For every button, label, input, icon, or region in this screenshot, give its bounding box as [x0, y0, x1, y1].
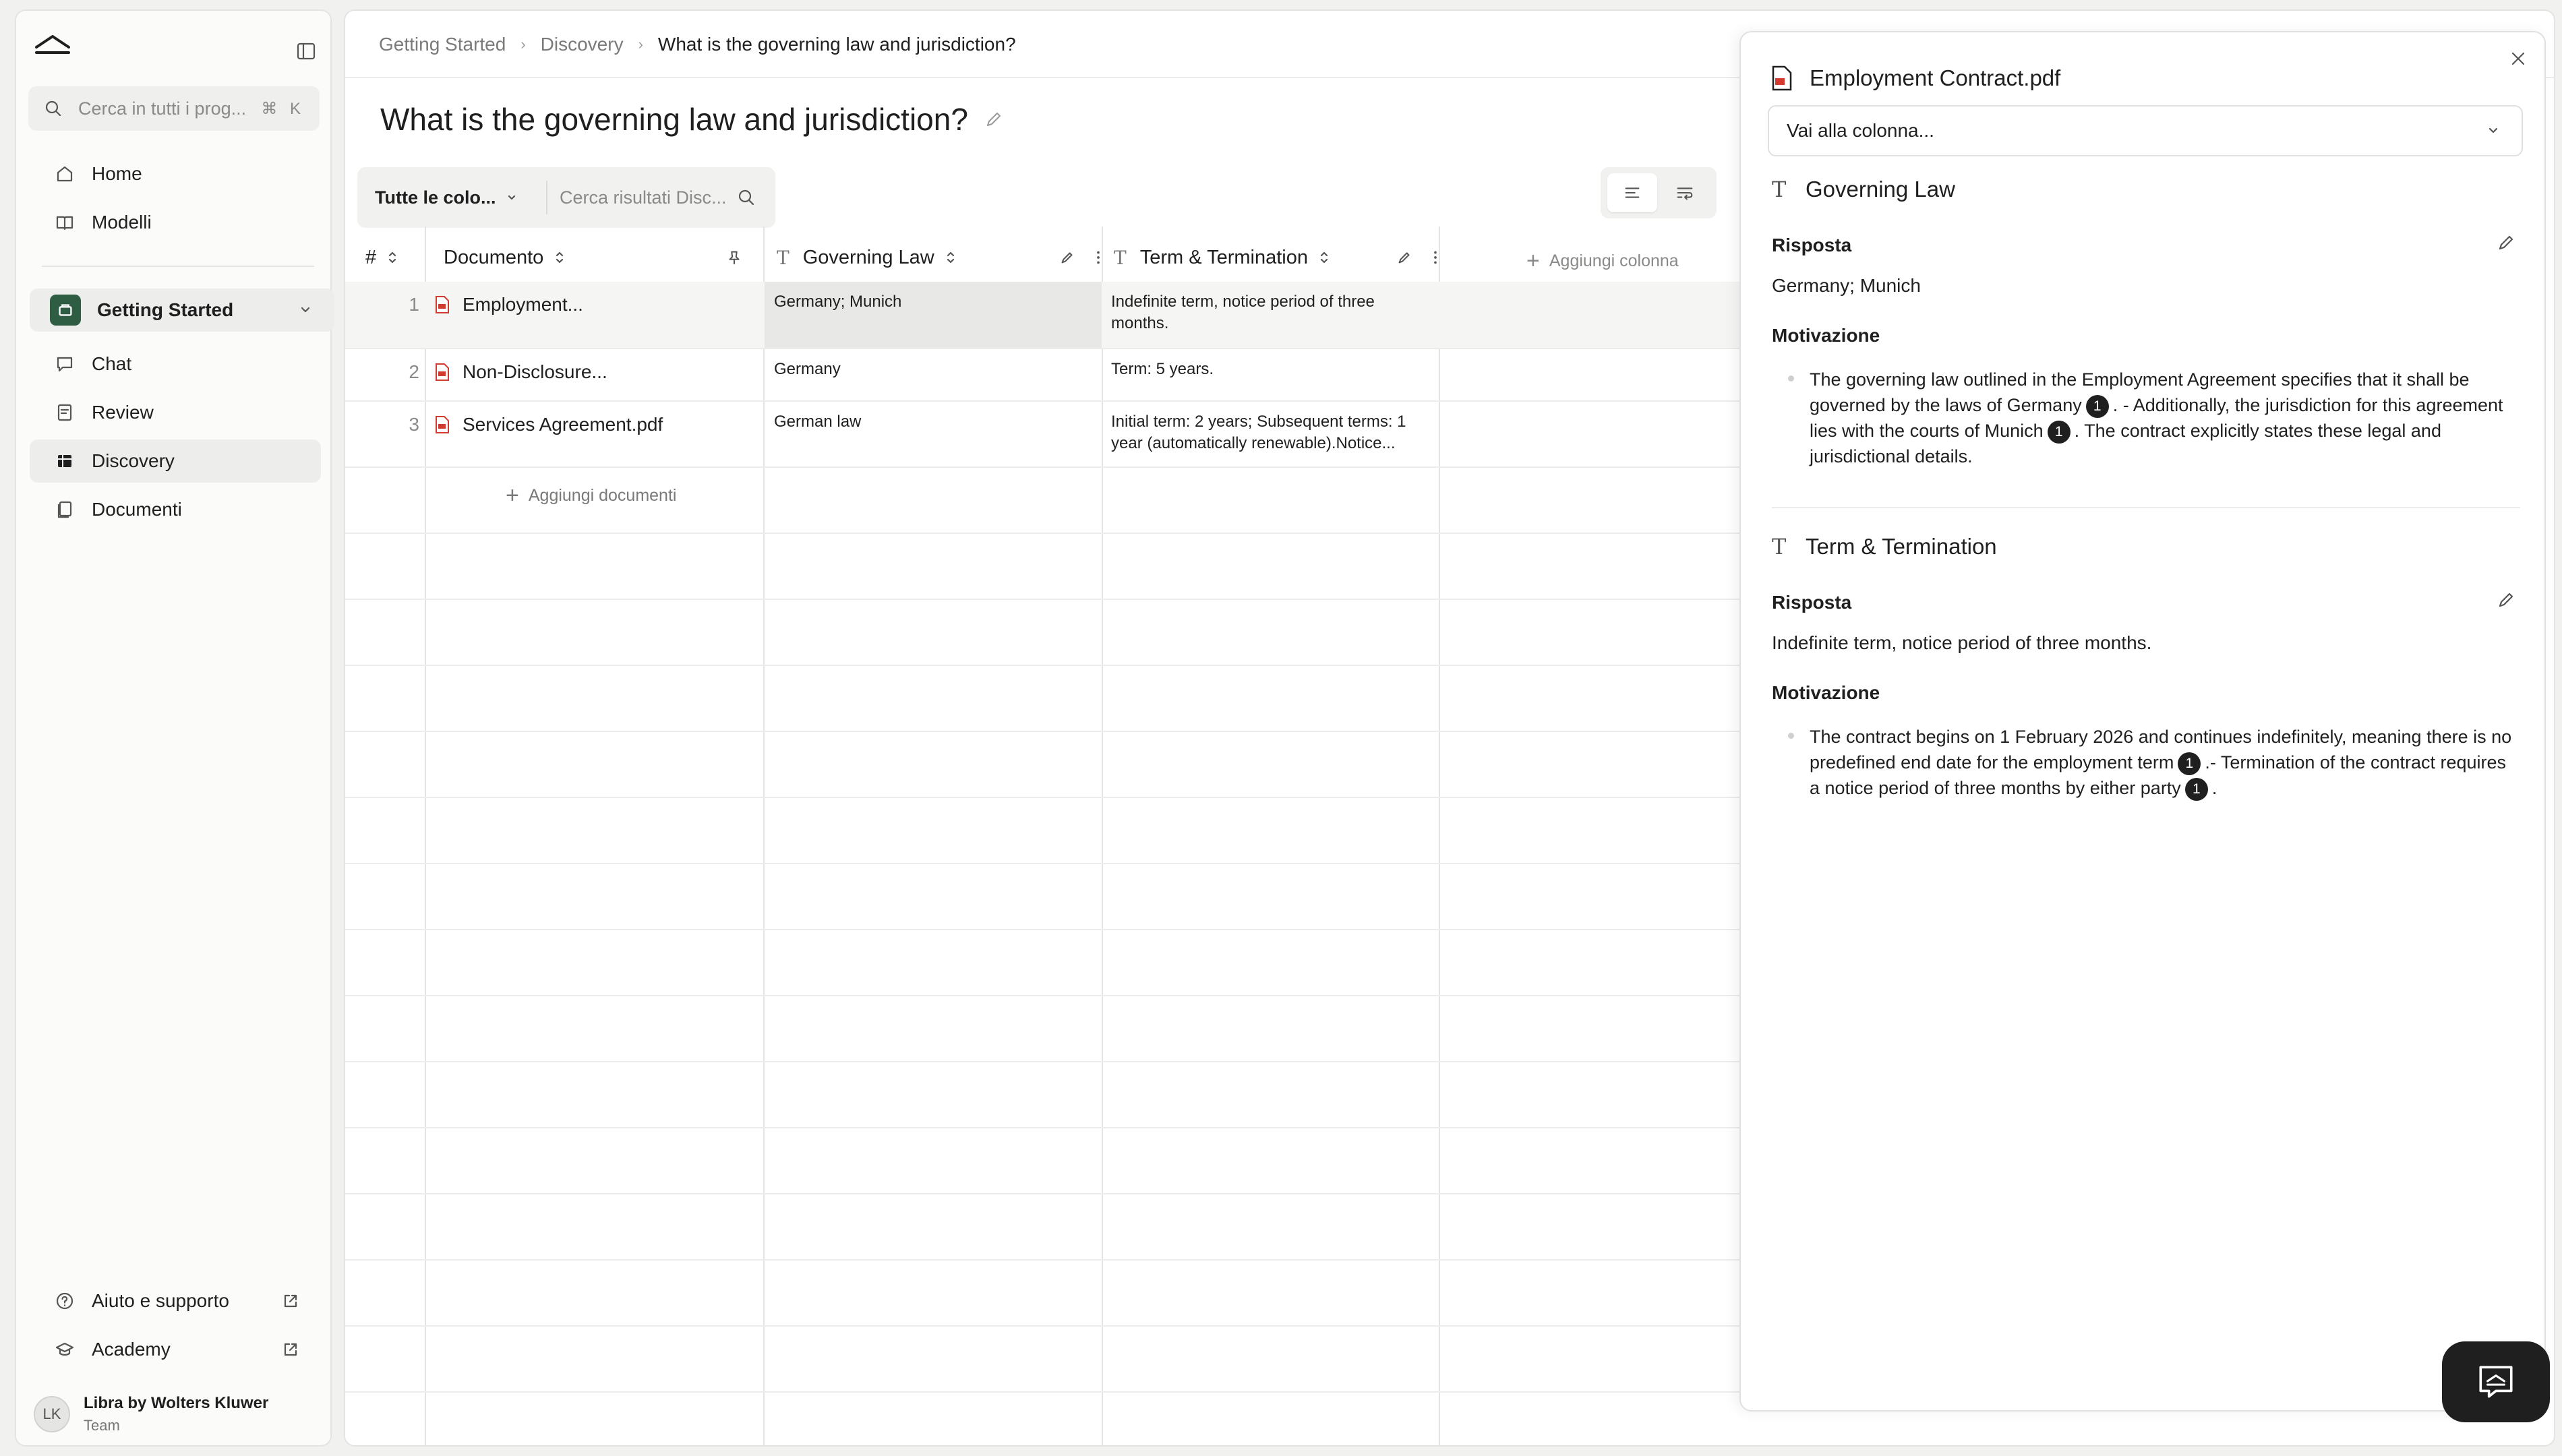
toolbar-divider — [546, 181, 547, 214]
nav-home-label: Home — [92, 163, 142, 184]
governing-law-cell[interactable]: German law — [774, 413, 862, 431]
reason-part: . — [2211, 778, 2217, 798]
column-divider — [1439, 226, 1440, 1447]
term-termination-cell[interactable]: Indefinite term, notice period of three months. — [1111, 293, 1375, 332]
citation-badge[interactable]: 1 — [2086, 395, 2109, 418]
text-type-icon: T — [1114, 246, 1127, 269]
sort-icon — [945, 250, 956, 265]
bullet — [1788, 733, 1794, 739]
header-term-termination-label: Term & Termination — [1139, 246, 1308, 268]
reason-part: . The contract explicitly states these legal and jurisdictional details. — [1810, 421, 2441, 466]
nav-chat-label: Chat — [92, 353, 132, 374]
edit-title-icon[interactable] — [983, 109, 1005, 130]
answer-label: Risposta — [1772, 592, 1852, 613]
chevron-down-icon — [2485, 123, 2501, 139]
results-search-input[interactable] — [560, 187, 775, 208]
breadcrumb-item[interactable]: Getting Started — [379, 34, 506, 55]
governing-law-cell[interactable]: Germany; Munich — [774, 293, 902, 311]
academy-icon — [54, 1339, 76, 1360]
header-num-label: # — [365, 246, 377, 268]
reason-part: .- Termination of the contract requires a notice period of three months by either party — [1810, 752, 2507, 798]
align-left-icon — [1622, 183, 1642, 203]
search-placeholder: Cerca in tutti i prog... — [78, 98, 247, 119]
project-icon — [50, 295, 81, 326]
section-title-label: Term & Termination — [1806, 534, 1997, 559]
project-label: Getting Started — [97, 299, 234, 320]
home-icon — [54, 163, 76, 185]
reason-part: The governing law outlined in the Employment Agreement specifies that it shall be governed by the laws of Germany — [1810, 369, 2470, 415]
document-name: Employment... — [463, 294, 583, 315]
header-document-label: Documento — [444, 246, 544, 268]
chevron-down-icon — [297, 301, 314, 319]
goto-column-placeholder: Vai alla colonna... — [1787, 120, 1934, 141]
sort-icon — [554, 250, 565, 265]
header-document[interactable] — [444, 226, 754, 289]
nav-modelli[interactable] — [30, 201, 321, 244]
reason-text — [1788, 724, 2516, 801]
chat-logo-icon — [2475, 1363, 2517, 1401]
external-link-icon — [280, 1291, 301, 1311]
pdf-file-icon — [1770, 65, 1793, 92]
chevron-updown-icon — [504, 190, 519, 205]
assistant-chat-button[interactable] — [2442, 1341, 2550, 1422]
documents-icon — [54, 499, 76, 520]
document-cell[interactable] — [434, 414, 758, 435]
edit-column-icon[interactable] — [1396, 249, 1413, 266]
answer-value: Indefinite term, notice period of three months. — [1772, 632, 2152, 653]
add-column-label: Aggiungi colonna — [1549, 251, 1679, 270]
reason-label: Motivazione — [1772, 325, 1880, 346]
chevron-right-icon: › — [638, 36, 643, 53]
header-governing-law-label: Governing Law — [802, 246, 934, 268]
search-shortcut: ⌘ K — [261, 99, 305, 118]
header-term-termination[interactable] — [1114, 226, 1444, 289]
document-cell[interactable] — [434, 361, 758, 383]
column-divider — [425, 226, 426, 1447]
reason-part: The contract begins on 1 February 2026 and continues indefinitely, meaning there is no predefined end date for the employment term — [1810, 727, 2512, 772]
pin-icon[interactable] — [725, 249, 743, 266]
nav-discovery[interactable] — [30, 439, 321, 483]
section-title-label: Governing Law — [1806, 177, 1955, 202]
panel-header — [1770, 65, 2060, 92]
nav-modelli-label: Modelli — [92, 212, 152, 233]
goto-column-select[interactable] — [1768, 105, 2523, 156]
document-name: Services Agreement.pdf — [463, 414, 663, 435]
sidebar-divider — [42, 266, 314, 267]
sidebar-toggle-icon[interactable] — [293, 38, 320, 65]
column-divider — [1102, 226, 1103, 1447]
add-documents-label: Aggiungi documenti — [528, 486, 677, 505]
nav-help-label: Aiuto e supporto — [92, 1290, 229, 1311]
close-icon[interactable] — [2507, 47, 2530, 70]
help-icon — [54, 1290, 76, 1312]
external-link-icon — [280, 1339, 301, 1360]
section-title-term-termination — [1772, 534, 1997, 559]
nav-discovery-label: Discovery — [92, 450, 175, 471]
more-vertical-icon[interactable] — [1090, 249, 1107, 266]
bullet — [1788, 375, 1794, 382]
row-number: 2 — [409, 361, 419, 382]
text-type-icon: T — [1772, 177, 1787, 202]
citation-badge[interactable]: 1 — [2185, 778, 2208, 801]
book-icon — [54, 212, 76, 233]
breadcrumb-item[interactable]: Discovery — [540, 34, 624, 55]
nav-help[interactable] — [30, 1279, 321, 1323]
view-toggle — [1601, 167, 1717, 218]
nav-chat[interactable] — [30, 342, 321, 386]
document-cell[interactable] — [434, 294, 758, 315]
header-governing-law[interactable] — [777, 226, 1107, 289]
wrap-text-icon — [1675, 183, 1695, 203]
term-termination-cell[interactable]: Term: 5 years. — [1111, 360, 1214, 378]
plus-icon: + — [506, 483, 519, 508]
search-icon — [736, 187, 756, 208]
chevron-right-icon: › — [520, 36, 526, 53]
global-search-input[interactable] — [28, 86, 320, 131]
column-filter-select[interactable] — [375, 187, 537, 208]
user-role: Team — [84, 1417, 120, 1434]
header-num[interactable] — [365, 226, 419, 289]
nav-academy-label: Academy — [92, 1339, 171, 1360]
results-search-placeholder: Cerca risultati Disc... — [560, 187, 727, 208]
document-detail-panel — [1739, 31, 2546, 1412]
pdf-file-icon — [434, 363, 450, 382]
project-selector[interactable] — [30, 289, 334, 332]
page-title-row — [380, 101, 1005, 138]
section-divider — [1772, 507, 2520, 508]
document-name: Non-Disclosure... — [463, 361, 607, 382]
pdf-file-icon — [434, 415, 450, 434]
breadcrumb — [379, 34, 1016, 55]
nav-home[interactable] — [30, 152, 321, 195]
row-number: 1 — [409, 294, 419, 315]
edit-column-icon[interactable] — [1059, 249, 1076, 266]
answer-label: Risposta — [1772, 235, 1852, 255]
column-divider — [763, 226, 765, 1447]
row-number: 3 — [409, 414, 419, 435]
term-termination-cell[interactable]: Initial term: 2 years; Subsequent terms: 1 year (automatically renewable).Notice... — [1111, 413, 1406, 452]
nav-academy[interactable] — [30, 1328, 321, 1371]
nav-review-label: Review — [92, 402, 154, 423]
reason-part: . - Additionally, the jurisdiction for this agreement lies with the courts of Munich — [1810, 395, 2503, 441]
answer-value: Germany; Munich — [1772, 275, 1921, 296]
citation-badge[interactable]: 1 — [2048, 421, 2071, 444]
sort-icon — [387, 250, 398, 265]
text-type-icon: T — [1772, 534, 1787, 559]
view-compact-button[interactable] — [1607, 173, 1657, 212]
review-icon — [54, 402, 76, 423]
app-logo[interactable] — [32, 30, 73, 59]
section-title-governing-law — [1772, 177, 1955, 202]
breadcrumb-current: What is the governing law and jurisdiction? — [657, 34, 1016, 55]
sort-icon — [1319, 250, 1330, 265]
search-icon — [43, 98, 63, 119]
add-column-button[interactable] — [1526, 248, 1679, 274]
nav-documenti-label: Documenti — [92, 499, 182, 520]
nav-documenti[interactable] — [30, 488, 321, 531]
more-vertical-icon[interactable] — [1427, 249, 1444, 266]
governing-law-cell[interactable]: Germany — [774, 360, 841, 378]
table-icon — [54, 450, 76, 472]
plus-icon: + — [1526, 248, 1540, 274]
page-title: What is the governing law and jurisdiction? — [380, 102, 968, 137]
column-filter-value: Tutte le colo... — [375, 187, 496, 208]
user-name: Libra by Wolters Kluwer — [84, 1394, 269, 1412]
view-wrap-button[interactable] — [1660, 173, 1710, 212]
panel-file-name: Employment Contract.pdf — [1810, 65, 2061, 90]
reason-label: Motivazione — [1772, 682, 1880, 703]
sidebar — [15, 9, 332, 1447]
reason-text — [1788, 367, 2516, 469]
nav-review[interactable] — [30, 391, 321, 434]
user-profile[interactable] — [34, 1394, 268, 1434]
add-documents-button[interactable] — [506, 483, 676, 509]
citation-badge[interactable]: 1 — [2178, 752, 2201, 775]
pdf-file-icon — [434, 295, 450, 314]
text-type-icon: T — [777, 246, 790, 269]
chat-icon — [54, 353, 76, 375]
edit-answer-icon[interactable] — [2496, 232, 2518, 253]
table-toolbar — [357, 167, 775, 228]
avatar: LK — [34, 1396, 70, 1432]
edit-answer-icon[interactable] — [2496, 589, 2518, 611]
